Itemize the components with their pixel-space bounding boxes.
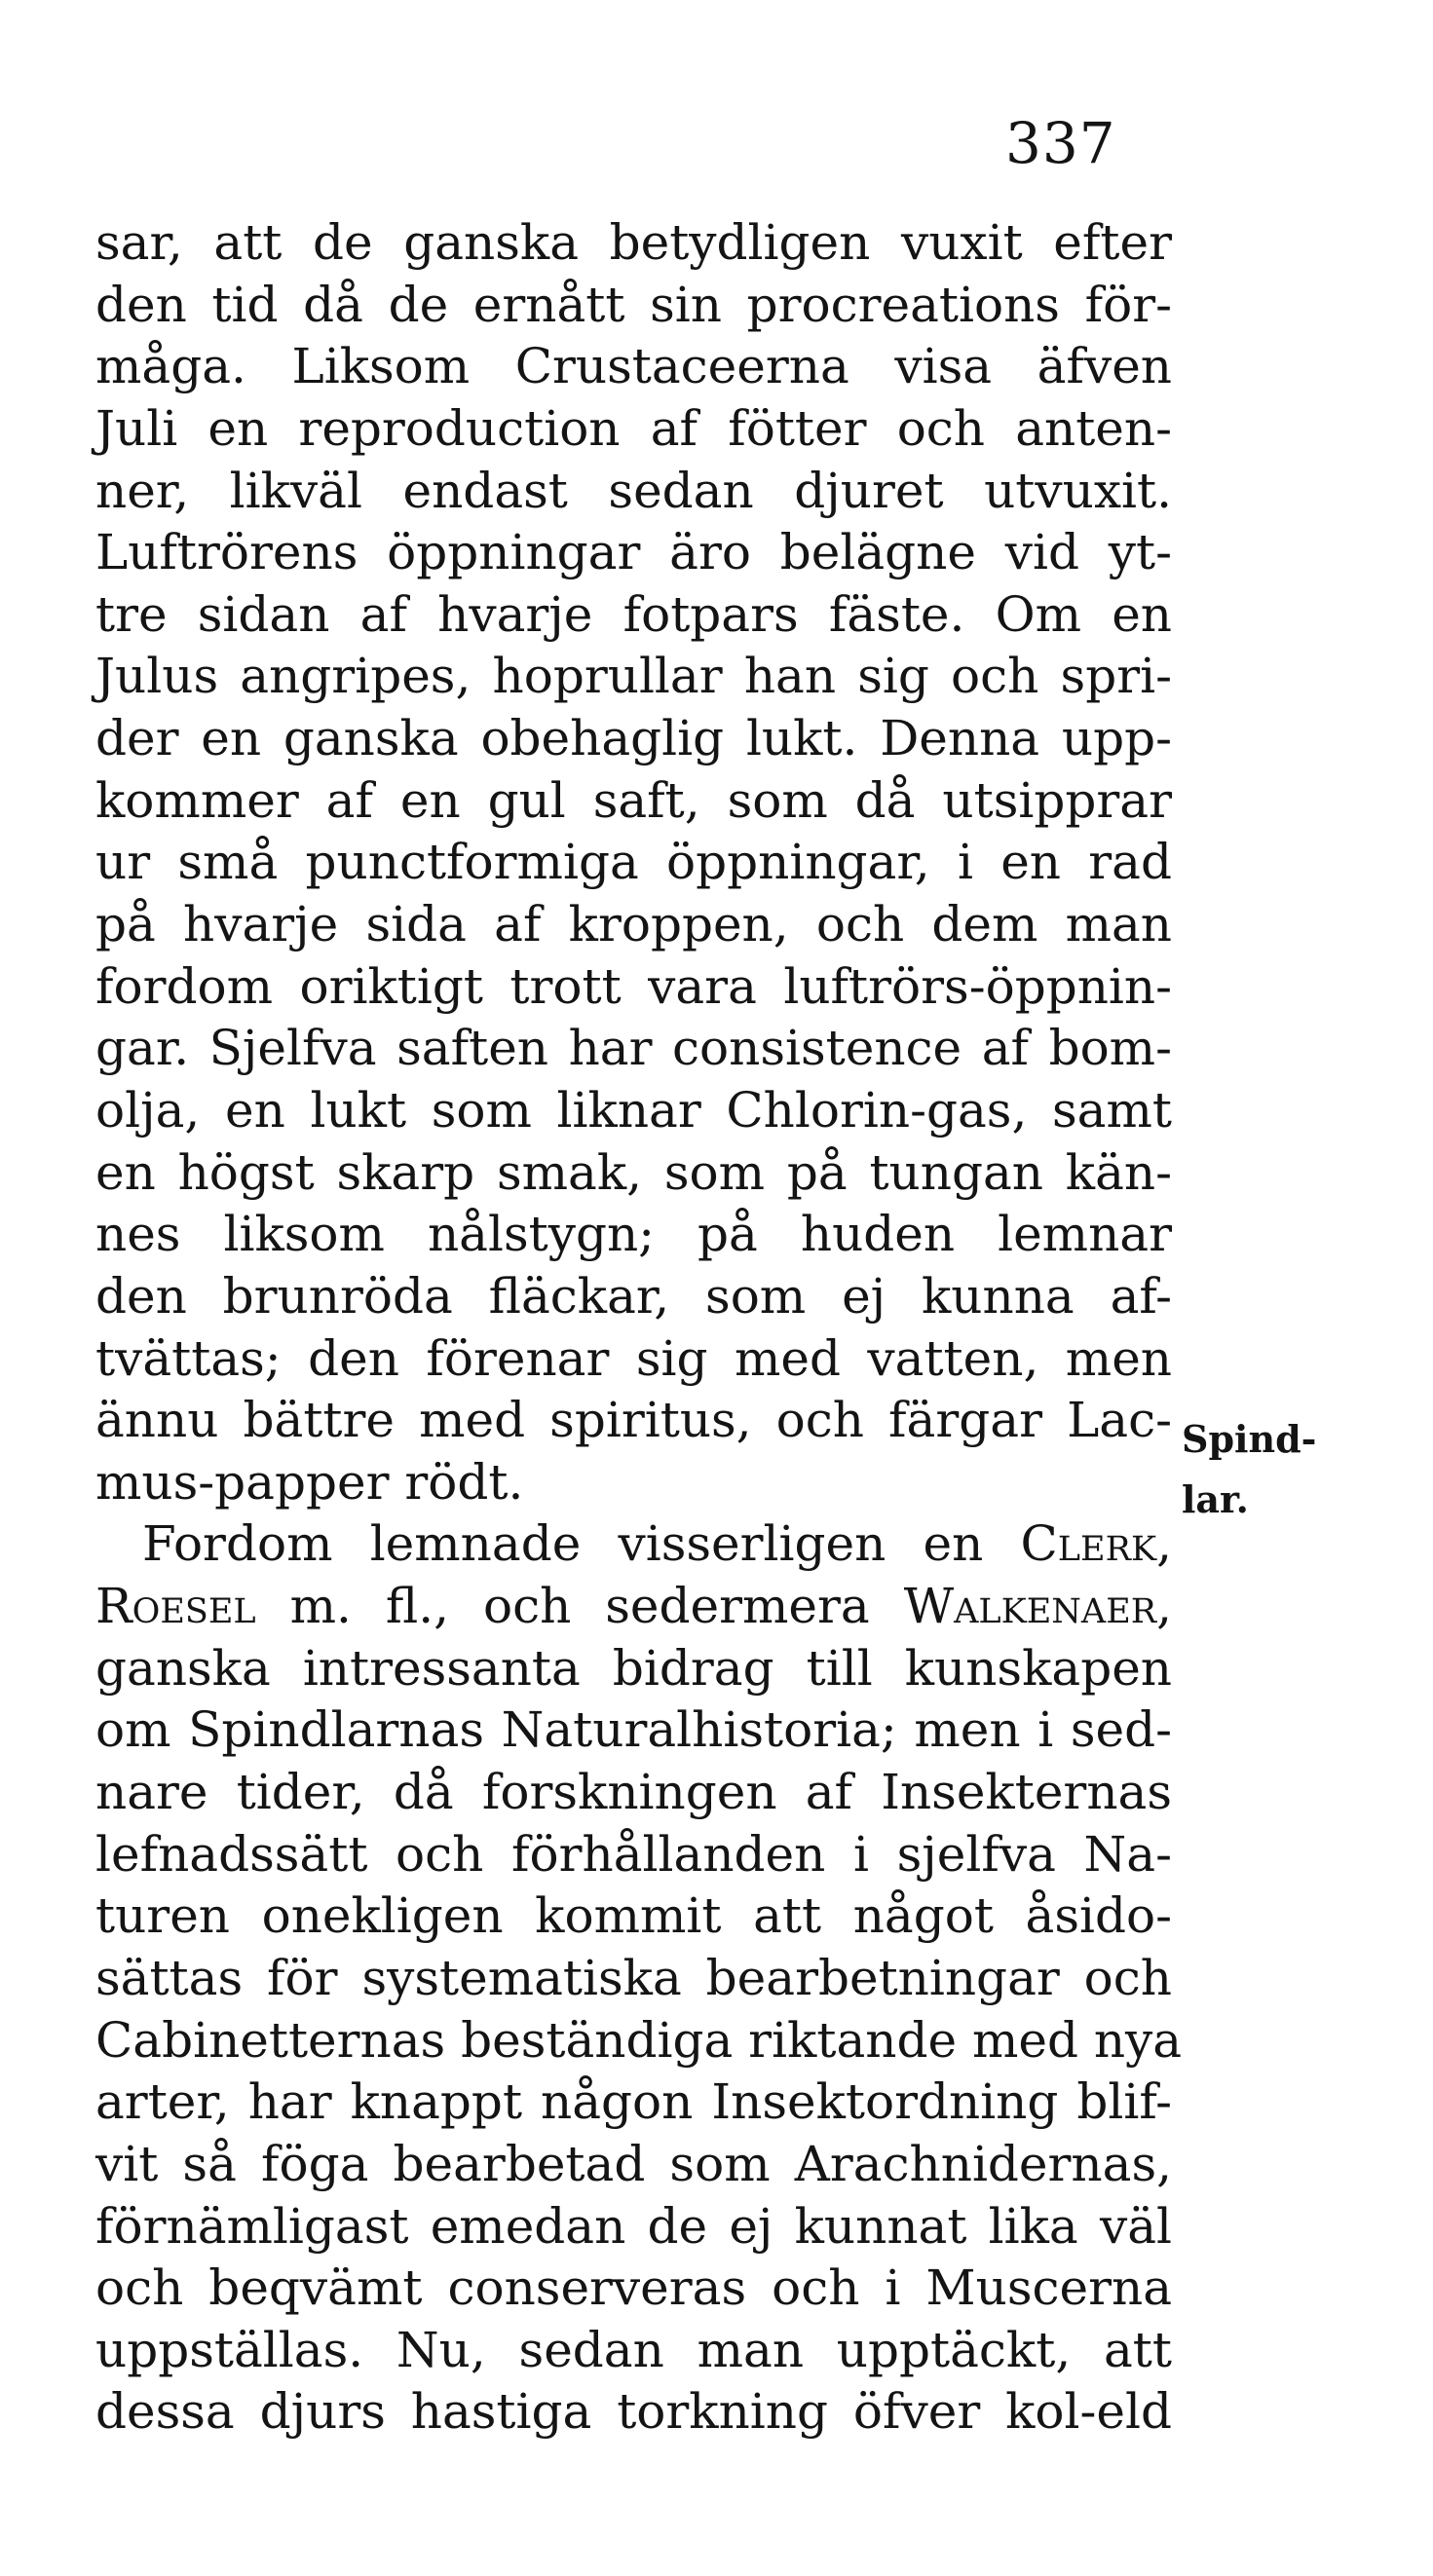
text-line: en högst skarp smak, som på tungan kän- [95, 1143, 1172, 1201]
text-segment: Fordom lemnade visserligen en [142, 1515, 984, 1573]
text-line: uppställas. Nu, sedan man upptäckt, att [95, 2321, 1172, 2378]
text-segment: m. fl., och sedermera [289, 1578, 870, 1635]
text-line: kommer af en gul saft, som då utsipprar [95, 771, 1172, 829]
text-line: olja, en lukt som liknar Chlorin-gas, samt [95, 1081, 1172, 1139]
text-line: Juli en reproduction af fötter och anten- [95, 399, 1172, 457]
text-line: tvättas; den förenar sig med vatten, men [95, 1329, 1172, 1387]
text-line: mus-papper rödt. [95, 1453, 524, 1511]
margin-note-line: lar. [1182, 1477, 1249, 1521]
author-name-roesel: Roesel [95, 1578, 256, 1635]
text-line: lefnadssätt och förhållanden i sjelfva Na- [95, 1825, 1172, 1883]
text-line [95, 1576, 1172, 1638]
text-line: den brunröda fläckar, som ej kunna af- [95, 1267, 1172, 1325]
text-line: vit så föga bearbetad som Arachnidernas, [95, 2135, 1172, 2192]
text-line: ganska intressanta bidrag till kunskapen [95, 1639, 1172, 1697]
text-line: dessa djurs hastiga torkning öfver kol-eld [95, 2383, 1172, 2441]
text-line: arter, har knappt någon Insektordning blif- [95, 2073, 1172, 2131]
text-line: förnämligast emedan de ej kunnat lika väl [95, 2197, 1172, 2255]
text-line: Cabinetternas beständiga riktande med nya [95, 2011, 1183, 2069]
text-line: sar, att de ganska betydligen vuxit efter [95, 214, 1172, 271]
text-line: turen onekligen kommit att något åsido- [95, 1887, 1172, 1945]
text-line: på hvarje sida af kroppen, och dem man [95, 896, 1172, 953]
text-line: sättas för systematiska bearbetningar och [95, 1949, 1172, 2006]
margin-note [1182, 1409, 1425, 1530]
text-line: måga. Liksom Crustaceerna visa äfven [95, 338, 1172, 395]
author-name-clerk: Clerk, [1020, 1515, 1172, 1573]
page-number: 337 [1005, 110, 1116, 176]
text-line: om Spindlarnas Naturalhistoria; men i sed- [95, 1701, 1172, 1759]
text-line: nes liksom nålstygn; på huden lemnar [95, 1206, 1172, 1263]
text-line: den tid då de ernått sin procreations för- [95, 276, 1172, 333]
text-line: och beqvämt conserveras och i Muscerna [95, 2259, 1172, 2317]
text-line: ner, likväl endast sedan djuret utvuxit. [95, 462, 1172, 519]
margin-note-line: Spind- [1182, 1417, 1317, 1461]
text-line: tre sidan af hvarje fotpars fäste. Om en [95, 585, 1172, 643]
author-name-walkenaer: Walkenaer, [903, 1578, 1172, 1635]
text-line: ännu bättre med spiritus, och färgar Lac- [95, 1392, 1172, 1449]
text-line: nare tider, då forskningen af Insekternas [95, 1764, 1172, 1821]
text-line: Julus angripes, hoprullar han sig och spri- [95, 648, 1172, 705]
text-line: der en ganska obehaglig lukt. Denna upp- [95, 710, 1172, 767]
text-line: gar. Sjelfva saften har consistence af bom- [95, 1020, 1172, 1077]
text-line: fordom oriktigt trott vara luftrörs-öppnin- [95, 957, 1172, 1015]
text-line: ur små punctformiga öppningar, i en rad [95, 834, 1172, 891]
text-line-paragraph-start [95, 1513, 1172, 1576]
text-line: Luftrörens öppningar äro belägne vid yt- [95, 524, 1172, 581]
body-text [95, 212, 1183, 2444]
